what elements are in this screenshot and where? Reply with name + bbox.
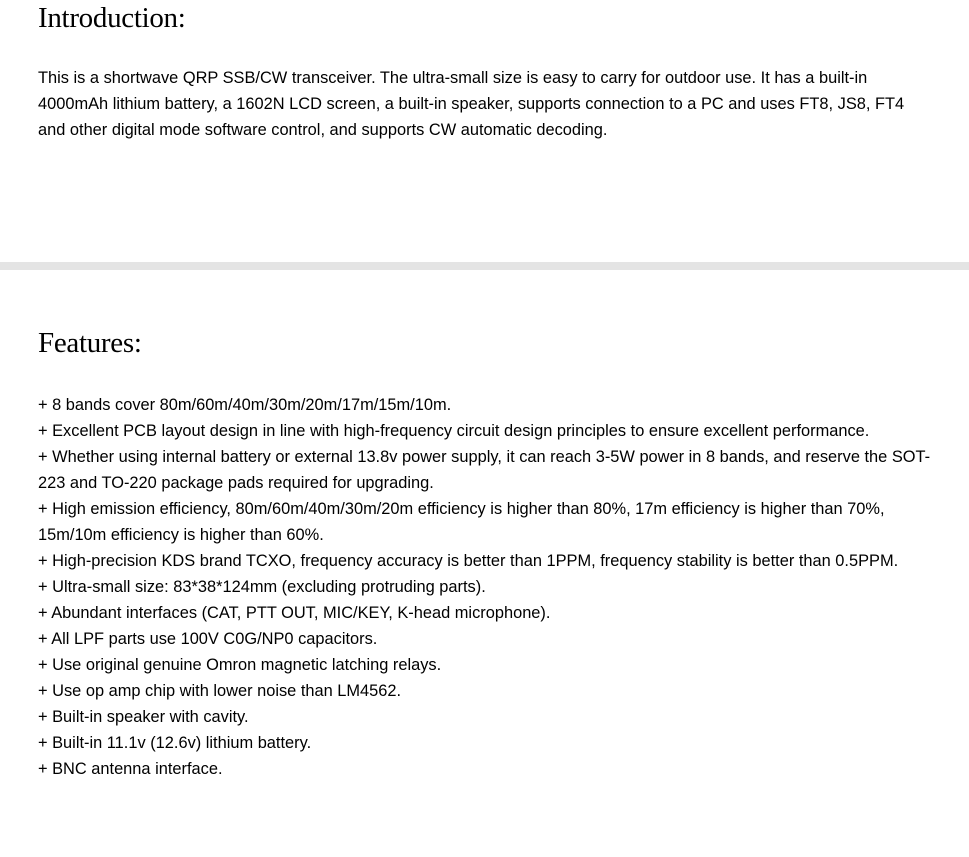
features-list [38,392,938,782]
introduction-paragraph: This is a shortwave QRP SSB/CW transceiver. The ultra-small size is easy to carry for outdoor use. It has a built-in 4000mAh lithium battery, a 1602N LCD screen, a built-in speaker, supports connection to a PC and uses FT8, JS8, FT4 and other digital mode software control, and supports CW automatic decoding. [38,69,905,139]
feature-item: + Abundant interfaces (CAT, PTT OUT, MIC/KEY, K-head microphone). [38,604,551,622]
features-heading: Features: [38,327,142,359]
introduction-heading: Introduction: [38,2,186,34]
feature-item: + Built-in speaker with cavity. [38,708,249,726]
feature-item: + All LPF parts use 100V C0G/NP0 capacitors. [38,630,378,648]
feature-item: + Whether using internal battery or external 13.8v power supply, it can reach 3-5W power in 8 bands, and reserve the SOT-223 and TO-220 package pads required for upgrading. [38,448,931,492]
feature-item: + Use op amp chip with lower noise than LM4562. [38,682,402,700]
feature-item: + Excellent PCB layout design in line with high-frequency circuit design principles to ensure excellent performance. [38,422,870,440]
introduction-section [0,0,969,262]
feature-item: + Ultra-small size: 83*38*124mm (excluding protruding parts). [38,578,486,596]
features-section [0,270,969,857]
feature-item: + Built-in 11.1v (12.6v) lithium battery. [38,734,312,752]
feature-item: + BNC antenna interface. [38,760,223,778]
section-divider [0,262,969,270]
feature-item: + Use original genuine Omron magnetic latching relays. [38,656,442,674]
feature-item: + High-precision KDS brand TCXO, frequency accuracy is better than 1PPM, frequency stability is better than 0.5PPM. [38,552,899,570]
feature-item: + High emission efficiency, 80m/60m/40m/30m/20m efficiency is higher than 80%, 17m efficiency is higher than 70%, 15m/10m efficiency is higher than 60%. [38,500,885,544]
feature-item: + 8 bands cover 80m/60m/40m/30m/20m/17m/15m/10m. [38,396,452,414]
